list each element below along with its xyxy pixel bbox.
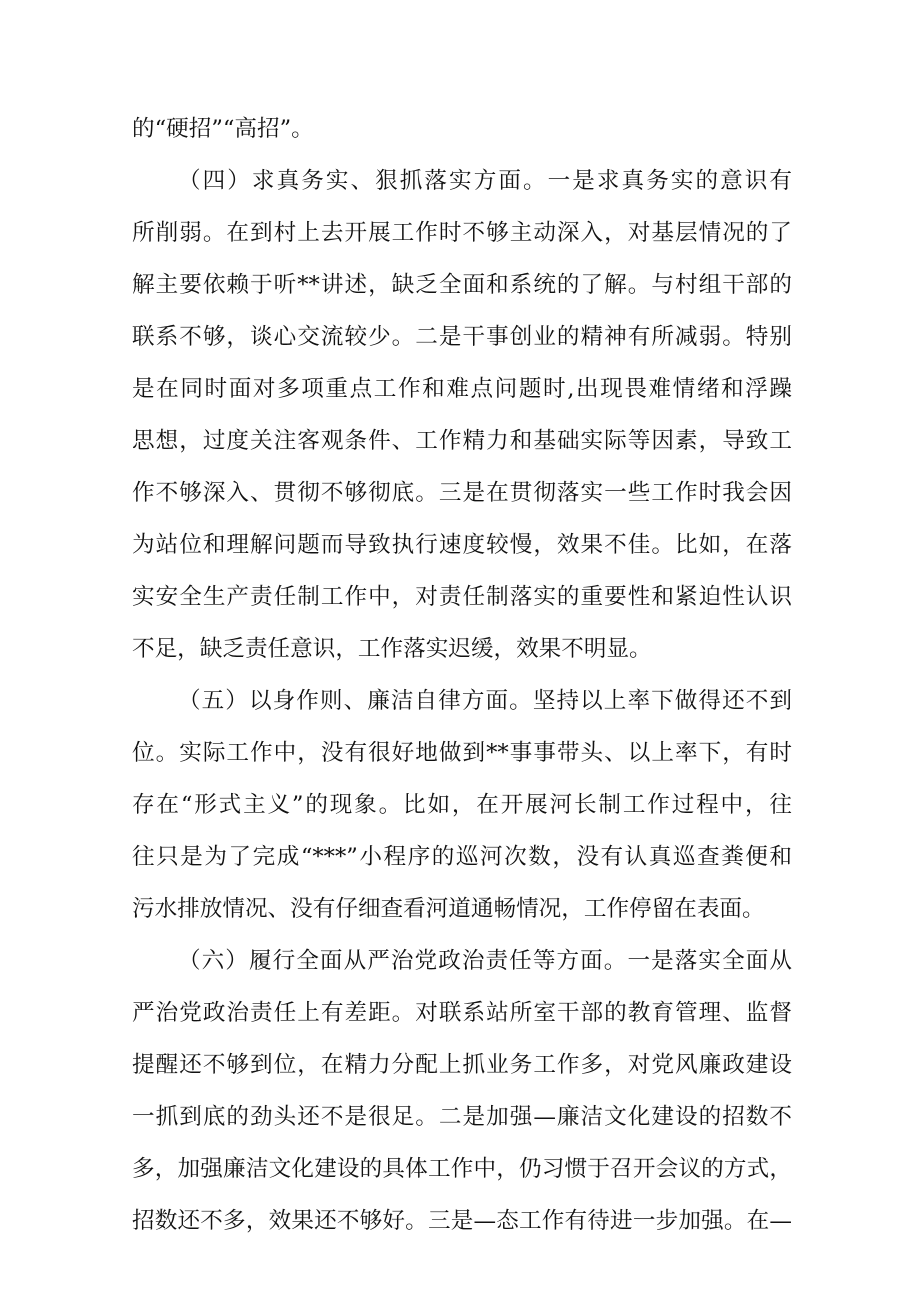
- section-heading-line: （六）履行全面从严治党政治责任等方面。一是落实全面从: [178, 948, 792, 974]
- text-line: 往只是为了完成“***”小程序的巡河次数，没有认真巡查粪便和: [132, 844, 792, 870]
- text-line: 实安全生产责任制工作中，对责任制落实的重要性和紧迫性认识: [132, 584, 792, 610]
- text-line: 污水排放情况、没有仔细查看河道通畅情况，工作停留在表面。: [132, 896, 765, 922]
- section-heading-line: （四）求真务实、狠抓落实方面。一是求真务实的意识有: [178, 168, 792, 194]
- text-line: 位。实际工作中，没有很好地做到**事事带头、以上率下，有时: [132, 740, 792, 766]
- text-line: 作不够深入、贯彻不够彻底。三是在贯彻落实一些工作时我会因: [132, 480, 792, 506]
- text-line: 为站位和理解问题而导致执行速度较慢，效果不佳。比如，在落: [132, 532, 792, 558]
- text-line: 严治党政治责任上有差距。对联系站所室干部的教育管理、监督: [132, 1000, 792, 1026]
- text-line: 联系不够，谈心交流较少。二是干事创业的精神有所减弱。特别: [132, 324, 792, 350]
- text-line: 招数还不多，效果还不够好。三是—态工作有待进一步加强。在—: [132, 1208, 792, 1234]
- text-line: 解主要依赖于听**讲述，缺乏全面和系统的了解。与村组干部的: [132, 272, 792, 298]
- text-line: 不足，缺乏责任意识，工作落实迟缓，效果不明显。: [132, 636, 652, 662]
- text-line: 提醒还不够到位，在精力分配上抓业务工作多，对党风廉政建设: [132, 1052, 792, 1078]
- text-line: 思想，过度关注客观条件、工作精力和基础实际等因素，导致工: [132, 428, 792, 454]
- text-line: 所削弱。在到村上去开展工作时不够主动深入，对基层情况的了: [132, 220, 792, 246]
- text-line: 存在“形式主义”的现象。比如，在开展河长制工作过程中，往: [132, 792, 792, 818]
- text-line: 是在同时面对多项重点工作和难点问题时,出现畏难情绪和浮躁: [132, 376, 792, 402]
- section-heading-line: （五）以身作则、廉洁自律方面。坚持以上率下做得还不到: [178, 688, 792, 714]
- text-line: 一抓到底的劲头还不是很足。二是加强—廉洁文化建设的招数不: [132, 1104, 792, 1130]
- text-line: 多，加强廉洁文化建设的具体工作中，仍习惯于召开会议的方式，: [132, 1156, 792, 1182]
- text-line: 的“硬招”“高招”。: [132, 116, 314, 142]
